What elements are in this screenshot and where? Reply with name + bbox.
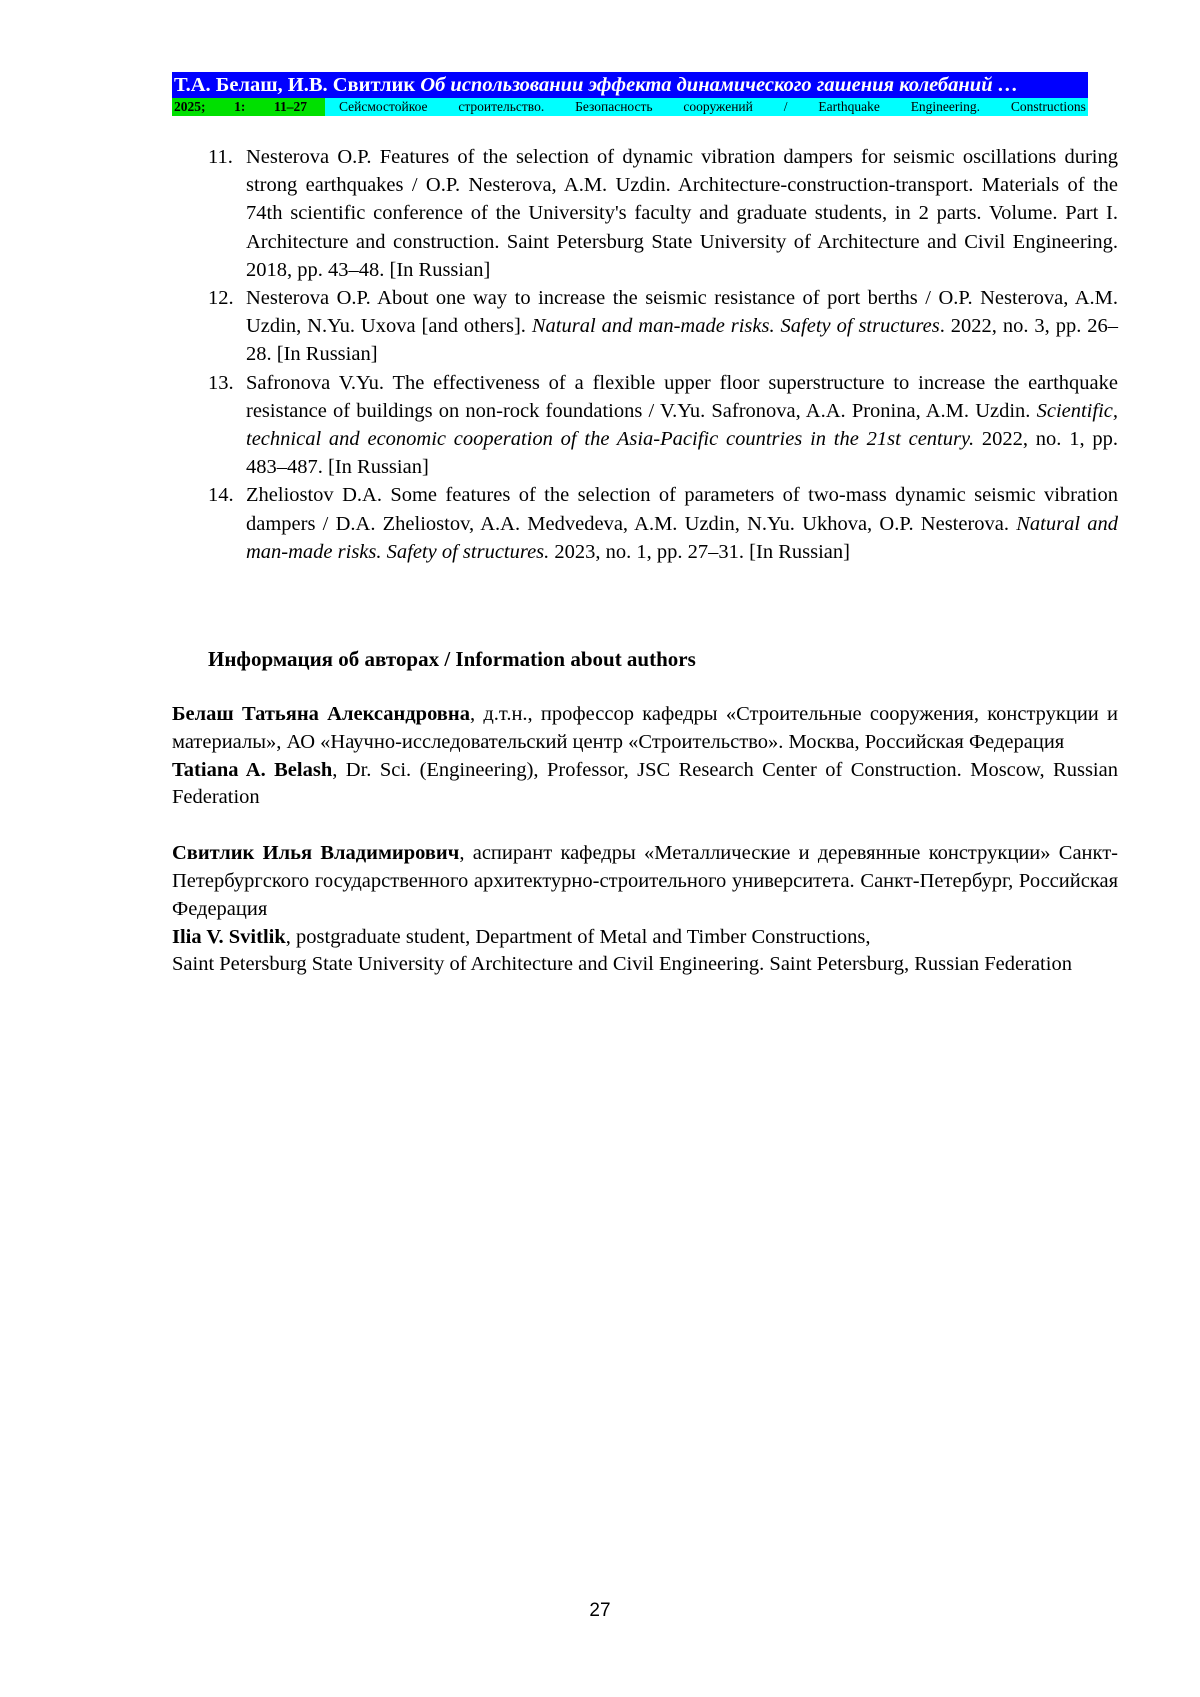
author-ru-affiliation: , аспирант кафедры «Металлические и деревянные конструкции» Санкт-Петербургского государственного архитектурно-строительного университета. Санкт-Петербург, Российская Федерация xyxy=(172,842,1119,920)
journal-word: сооружений xyxy=(683,99,753,114)
spacer xyxy=(172,812,1118,840)
journal-word: Earthquake xyxy=(818,99,880,114)
author-ru-affiliation: , д.т.н., профессор кафедры «Строительные сооружения, конструкции и материалы», АО «Научно-исследовательский центр «Строительство». Москва, Российская Федерация xyxy=(172,703,1118,753)
reference-number: 13. xyxy=(208,371,234,394)
header-journal-name xyxy=(325,98,1088,116)
header-issue: 1: xyxy=(234,99,246,114)
author-en-affiliation: , Dr. Sci. (Engineering), Professor, JSC Research Center of Construction. Moscow, Russian Federation xyxy=(172,758,1118,809)
author-en-name: Ilia V. Svitlik xyxy=(172,925,286,948)
page-number: 27 xyxy=(589,1600,611,1621)
reference-number: 12. xyxy=(208,287,234,310)
reference-source: Natural and man-made risks. Safety of structures xyxy=(531,315,940,338)
header-year: 2025; xyxy=(174,99,206,114)
reference-item xyxy=(172,369,1118,482)
reference-details: 2022, no. 1, pp. 483–487. [In Russian] xyxy=(246,428,1118,479)
reference-number: 14. xyxy=(208,484,234,507)
journal-word: Constructions xyxy=(1010,99,1086,114)
author-ru-entry xyxy=(172,701,1118,757)
author-en-name: Tatiana A. Belash xyxy=(172,758,333,781)
author-ru-name: Свитлик Илья Владимирович xyxy=(172,842,460,865)
reference-text: Nesterova O.P. Features of the selection of dynamic vibration dampers for seismic oscillations during strong earthquakes / O.P. Nesterova, A.M. Uzdin. Architecture-construction-transport. Materials of the 74th scientific conference of the University's faculty and graduate students, in 2 parts. Volume. Part I. Architecture and construction. Saint Petersburg State University of Architecture and Civil Engineering. 2018, pp. 43–48. [In Russian] xyxy=(246,146,1118,281)
header-journal-bar xyxy=(172,98,1088,116)
journal-word: / xyxy=(783,99,788,114)
author-info xyxy=(172,701,1118,979)
journal-word: Безопасность xyxy=(575,99,653,114)
reference-text: Zheliostov D.A. Some features of the selection of parameters of two-mass dynamic seismic vibration dampers / D.A. Zheliostov, A.A. Medvedeva, A.M. Uzdin, N.Yu. Ukhova, O.P. Nesterova. xyxy=(246,484,1118,535)
reference-item xyxy=(172,481,1118,566)
header-title-bar xyxy=(172,72,1088,98)
reference-item xyxy=(172,143,1118,284)
author-ru-name: Белаш Татьяна Александровна xyxy=(172,703,470,725)
author-ru-entry xyxy=(172,840,1118,923)
reference-source: Natural and man-made risks. Safety of structures. xyxy=(246,512,1118,563)
journal-word: строительство. xyxy=(458,99,545,114)
reference-text: Safronova V.Yu. The effectiveness of a flexible upper floor superstructure to increase the earthquake resistance of buildings on non-rock foundations / V.Yu. Safronova, A.A. Pronina, A.M. Uzdin. xyxy=(246,371,1118,422)
author-en-entry xyxy=(172,924,1118,952)
reference-text: Nesterova O.P. About one way to increase the seismic resistance of port berths / O.P. Nesterova, A.M. Uzdin, N.Yu. Uxova [and others]. xyxy=(246,287,1118,338)
reference-item xyxy=(172,284,1118,369)
running-header xyxy=(172,72,1088,116)
author-en-affiliation-continued: Saint Petersburg State University of Architecture and Civil Engineering. Saint Petersburg, Russian Federation xyxy=(172,953,1072,976)
journal-word: Сейсмостойкое xyxy=(339,99,428,114)
reference-list xyxy=(172,143,1118,566)
author-en-entry xyxy=(172,757,1118,813)
header-pages: 11–27 xyxy=(273,99,307,114)
header-authors: Т.А. Белаш, И.В. Свитлик xyxy=(174,74,416,96)
reference-source: Scientific, technical and economic cooperation of the Asia-Pacific countries in the 21st century. xyxy=(246,399,1118,451)
reference-details: 2023, no. 1, pp. 27–31. [In Russian] xyxy=(549,540,850,563)
reference-number: 11. xyxy=(208,146,233,168)
header-issue-info xyxy=(172,98,325,116)
section-title: Информация об авторах / Information about authors xyxy=(208,647,696,671)
header-article-title: Об использовании эффекта динамического гашения колебаний … xyxy=(420,74,1019,96)
reference-details: . 2022, no. 3, pp. 26–28. [In Russian] xyxy=(246,315,1119,366)
journal-word: Engineering. xyxy=(910,99,981,114)
author-en-affiliation: , postgraduate student, Department of Metal and Timber Constructions, xyxy=(285,925,871,948)
